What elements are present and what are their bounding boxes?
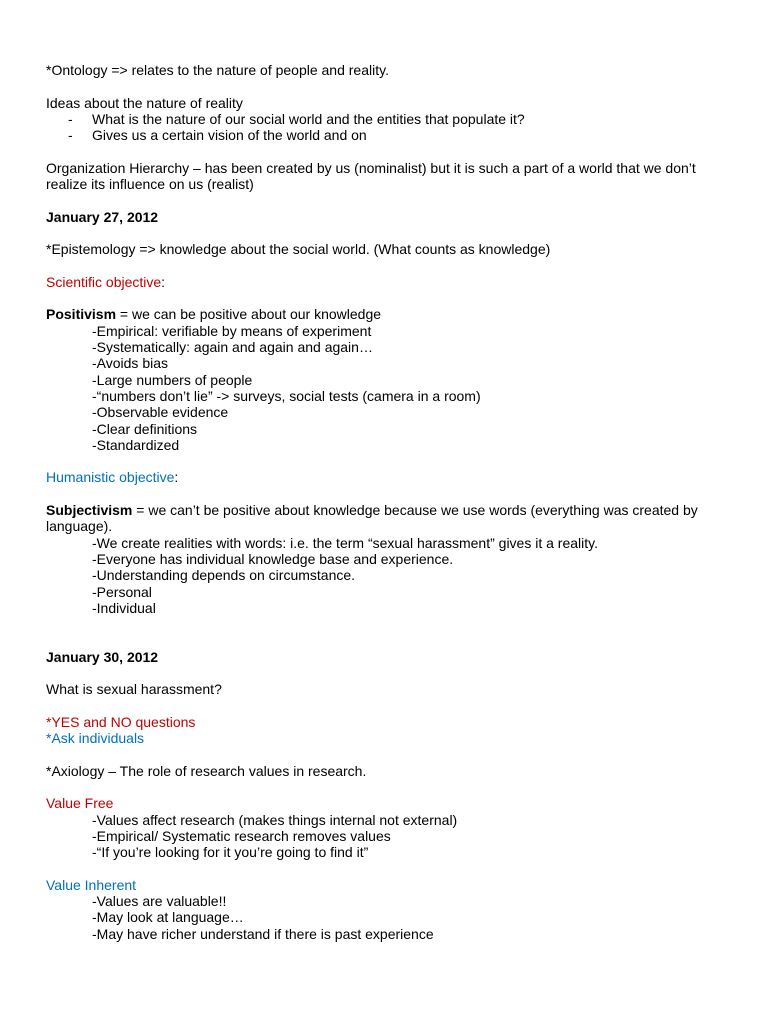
list-item: -May look at language… [92, 909, 244, 926]
list-item: -Observable evidence [92, 404, 229, 421]
list-item: -Everyone has individual knowledge base and experience. [92, 550, 454, 567]
org-hierarchy-paragraph: Organization Hierarchy – has been created by us (nominalist) but it is such a part of a world that we don’t realize its influence on us (realist) [46, 159, 696, 193]
list-item: -Empirical/ Systematic research removes values [92, 827, 391, 844]
list-item: -Values affect research (makes things internal not external) [92, 811, 458, 828]
value-free-heading: Value Free [46, 795, 114, 812]
ontology-intro: *Ontology => relates to the nature of people and reality. [46, 62, 389, 78]
positivism-definition: Positivism = we can be positive about our knowledge [46, 306, 382, 323]
subjectivism-definition: Subjectivism = we can’t be positive about knowledge because we use words (everything was created by language). [46, 502, 698, 535]
humanistic-objective-heading: Humanistic objective: [46, 469, 179, 486]
scientific-objective-heading: Scientific objective: [46, 273, 166, 290]
list-item: -Large numbers of people [92, 371, 253, 388]
list-item: -Avoids bias [92, 355, 169, 372]
list-item: -“If you’re looking for it you’re going to find it” [92, 844, 369, 861]
list-item: -Understanding depends on circumstance. [92, 567, 356, 584]
list-item: -Personal [92, 583, 152, 600]
ask-individuals-note: *Ask individuals [46, 730, 145, 747]
list-item: -Systematically: again and again and again… [92, 339, 373, 356]
date-heading-jan27: January 27, 2012 [46, 208, 159, 225]
list-item: -We create realities with words: i.e. the term “sexual harassment” gives it a reality. [92, 534, 598, 551]
list-item: -Individual [92, 599, 156, 616]
ideas-bullet: - What is the nature of our social world and the entities that populate it? [68, 110, 525, 127]
yes-no-note: *YES and NO questions [46, 713, 196, 730]
ideas-heading: Ideas about the nature of reality [46, 94, 243, 111]
notes-body [46, 62, 726, 942]
ideas-bullet: - Gives us a certain vision of the world and on [68, 127, 367, 144]
list-item: -May have richer understand if there is past experience [92, 925, 434, 942]
axiology-line: *Axiology – The role of research values in research. [46, 762, 367, 779]
value-inherent-heading: Value Inherent [46, 876, 137, 893]
date-heading-jan30: January 30, 2012 [46, 648, 159, 665]
list-item: -Standardized [92, 436, 180, 453]
epistemology-line: *Epistemology => knowledge about the social world. (What counts as knowledge) [46, 241, 551, 258]
list-item: -Values are valuable!! [92, 893, 227, 910]
list-item: -Empirical: verifiable by means of experiment [92, 322, 372, 339]
question-line: What is sexual harassment? [46, 681, 222, 698]
list-item: -Clear definitions [92, 420, 198, 437]
list-item: -“numbers don’t lie” -> surveys, social tests (camera in a room) [92, 387, 481, 404]
